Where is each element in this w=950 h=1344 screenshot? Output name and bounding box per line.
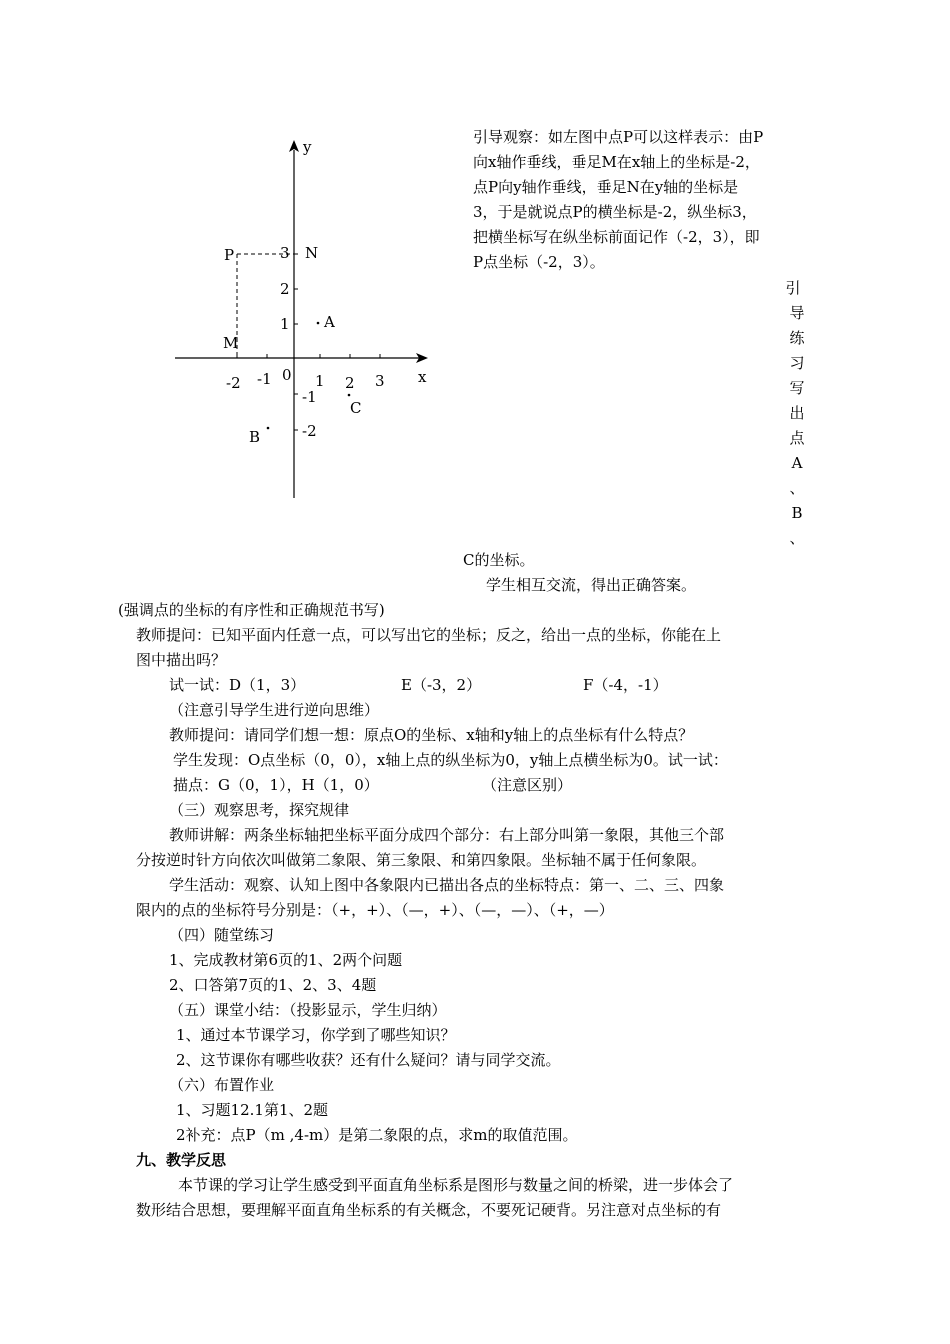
y-tick-label: -2 — [302, 422, 317, 440]
exercise-2: 2、口答第7页的1、2、3、4题 — [169, 976, 377, 994]
right-text-line: P点坐标（-2，3）。 — [473, 253, 605, 271]
x-tick-label: 1 — [315, 372, 325, 390]
coordinate-graph — [150, 130, 440, 510]
y-tick-label: 3 — [280, 244, 290, 262]
point-a — [317, 322, 320, 325]
right-text-line: 向x轴作垂线，垂足M在x轴上的坐标是-2， — [473, 153, 760, 171]
vertical-char: B — [791, 504, 803, 522]
teacher-question-2: 教师提问：请同学们想一想：原点O的坐标、x轴和y轴上的点坐标有什么特点？ — [169, 726, 694, 744]
y-tick-label: 2 — [280, 280, 290, 298]
y-axis-label: y — [303, 138, 312, 156]
teacher-question-1-cont: 图中描出吗？ — [136, 651, 227, 669]
vertical-char: 导 — [789, 304, 805, 322]
point-label-b: B — [249, 428, 261, 446]
reflection-line-2: 数形结合思想，要理解平面直角坐标系的有关概念，不要死记硬背。另注意对点坐标的有 — [136, 1201, 722, 1219]
vertical-char: 、 — [789, 529, 805, 547]
vertical-char: 练 — [789, 329, 805, 347]
student-activity-cont: 限内的点的坐标符号分别是：（+，+）、（—，+）、（—，—）、（+，—） — [136, 901, 614, 919]
summary-2: 2、这节课你有哪些收获？还有什么疑问？请与同学交流。 — [176, 1051, 561, 1069]
point-label-n: N — [305, 244, 319, 262]
section-9-heading: 九、教学反思 — [136, 1151, 227, 1169]
try-f: F（-4，-1） — [583, 676, 668, 694]
vertical-char: 点 — [789, 429, 805, 447]
vertical-char: 习 — [789, 354, 805, 372]
section-4-heading: （四）随堂练习 — [169, 926, 275, 944]
point-b — [267, 427, 270, 430]
teacher-question-1: 教师提问：已知平面内任意一点，可以写出它的坐标；反之，给出一点的坐标，你能在上 — [136, 626, 722, 644]
vertical-char: 写 — [789, 379, 805, 397]
section-3-heading: （三）观察思考，探究规律 — [169, 801, 350, 819]
x-tick-label: -2 — [226, 374, 241, 392]
right-text-line: 点P向y轴作垂线，垂足N在y轴的坐标是 — [473, 178, 739, 196]
summary-1: 1、通过本节课学习，你学到了哪些知识？ — [176, 1026, 456, 1044]
homework-1: 1、习题12.1第1、2题 — [176, 1101, 329, 1119]
student-activity: 学生活动：观察、认知上图中各象限内已描出各点的坐标特点：第一、二、三、四象 — [169, 876, 725, 894]
vertical-char: 引 — [785, 279, 801, 297]
plot-points: 描点：G（0，1），H（1，0） — [173, 776, 379, 794]
c-coordinate-line: C的坐标。 — [463, 551, 535, 569]
exchange-line: 学生相互交流，得出正确答案。 — [486, 576, 697, 594]
try-d: 试一试：D（1，3） — [169, 676, 306, 694]
point-label-c: C — [350, 399, 362, 417]
note-reverse: （注意引导学生进行逆向思维） — [169, 701, 380, 719]
point-c — [348, 394, 351, 397]
homework-2: 2补充：点P（m ,4-m）是第二象限的点，求m的取值范围。 — [176, 1126, 578, 1144]
point-label-m: M — [223, 334, 239, 352]
x-axis-label: x — [418, 368, 427, 386]
right-text-line: 3，于是就说点P的横坐标是-2，纵坐标3， — [473, 203, 757, 221]
exercise-1: 1、完成教材第6页的1、2两个问题 — [169, 951, 403, 969]
vertical-char: 出 — [789, 404, 805, 422]
try-e: E（-3，2） — [401, 676, 482, 694]
x-tick-label: -1 — [257, 370, 272, 388]
teacher-explain: 教师讲解：两条坐标轴把坐标平面分成四个部分：右上部分叫第一象限，其他三个部 — [169, 826, 725, 844]
point-label-p: P — [224, 246, 235, 264]
y-axis — [289, 140, 299, 498]
origin-label: 0 — [282, 366, 292, 384]
teacher-explain-cont: 分按逆时针方向依次叫做第二象限、第三象限、和第四象限。坐标轴不属于任何象限。 — [136, 851, 707, 869]
section-6-heading: （六）布置作业 — [169, 1076, 275, 1094]
y-tick-label: -1 — [302, 388, 317, 406]
vertical-char: A — [791, 454, 803, 472]
vertical-text — [787, 276, 807, 551]
reflection-line-1: 本节课的学习让学生感受到平面直角坐标系是图形与数量之间的桥梁，进一步体会了 — [178, 1176, 734, 1194]
vertical-char: 、 — [789, 479, 805, 497]
x-tick-label: 2 — [345, 374, 355, 392]
y-tick-label: 1 — [280, 315, 290, 333]
x-tick-label: 3 — [375, 372, 385, 390]
right-text-line: 引导观察：如左图中点P可以这样表示：由P — [473, 128, 764, 146]
note-difference: （注意区别） — [482, 776, 573, 794]
section-5-heading: （五）课堂小结：（投影显示，学生归纳） — [169, 1001, 447, 1019]
student-finding: 学生发现：O点坐标（0，0），x轴上点的纵坐标为0，y轴上点横坐标为0。试一试： — [173, 751, 728, 769]
x-axis — [175, 353, 428, 363]
point-label-a: A — [324, 313, 335, 331]
emphasis-note: (强调点的坐标的有序性和正确规范书写) — [118, 601, 385, 619]
right-text-line: 把横坐标写在纵坐标前面记作（-2，3），即 — [473, 228, 760, 246]
